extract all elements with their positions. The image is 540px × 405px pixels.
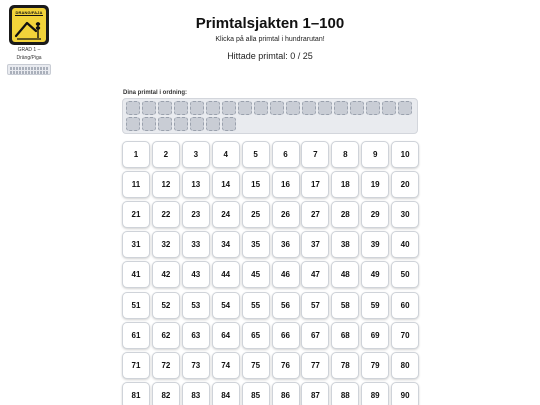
number-cell[interactable]: 78 xyxy=(331,352,359,379)
number-cell[interactable]: 53 xyxy=(182,292,210,319)
found-primes-label: Dina primtal i ordning: xyxy=(123,90,187,96)
number-cell[interactable]: 3 xyxy=(182,141,210,168)
number-cell[interactable]: 60 xyxy=(391,292,419,319)
number-cell[interactable]: 26 xyxy=(272,201,300,228)
prime-slot xyxy=(366,101,380,115)
number-cell[interactable]: 50 xyxy=(391,261,419,288)
number-cell[interactable]: 19 xyxy=(361,171,389,198)
number-cell[interactable]: 63 xyxy=(182,322,210,349)
prime-slot xyxy=(398,101,412,115)
number-cell[interactable]: 4 xyxy=(212,141,240,168)
grade-line-2: Dräng/Piga xyxy=(16,55,42,61)
number-cell[interactable]: 85 xyxy=(242,382,270,405)
number-cell[interactable]: 29 xyxy=(361,201,389,228)
number-cell[interactable]: 66 xyxy=(272,322,300,349)
number-cell[interactable]: 43 xyxy=(182,261,210,288)
prime-slot xyxy=(126,117,140,131)
prime-slot xyxy=(158,117,172,131)
number-cell[interactable]: 20 xyxy=(391,171,419,198)
number-cell[interactable]: 59 xyxy=(361,292,389,319)
prime-slot xyxy=(206,101,220,115)
prime-slot xyxy=(350,101,364,115)
number-cell[interactable]: 32 xyxy=(152,231,180,258)
number-cell[interactable]: 68 xyxy=(331,322,359,349)
number-cell[interactable]: 76 xyxy=(272,352,300,379)
prime-slot xyxy=(302,101,316,115)
number-cell[interactable]: 69 xyxy=(361,322,389,349)
found-counter xyxy=(0,51,540,61)
number-cell[interactable]: 35 xyxy=(242,231,270,258)
counter-separator: / xyxy=(297,51,301,61)
number-cell[interactable]: 37 xyxy=(301,231,329,258)
number-cell[interactable]: 7 xyxy=(301,141,329,168)
number-cell[interactable]: 21 xyxy=(122,201,150,228)
number-cell[interactable]: 51 xyxy=(122,292,150,319)
number-cell[interactable]: 83 xyxy=(182,382,210,405)
number-cell[interactable]: 38 xyxy=(331,231,359,258)
number-cell[interactable]: 64 xyxy=(212,322,240,349)
number-cell[interactable]: 25 xyxy=(242,201,270,228)
number-cell[interactable]: 11 xyxy=(122,171,150,198)
number-cell[interactable]: 30 xyxy=(391,201,419,228)
number-cell[interactable]: 90 xyxy=(391,382,419,405)
number-cell[interactable]: 2 xyxy=(152,141,180,168)
number-cell[interactable]: 82 xyxy=(152,382,180,405)
prime-slot xyxy=(190,117,204,131)
number-cell[interactable]: 8 xyxy=(331,141,359,168)
number-cell[interactable]: 5 xyxy=(242,141,270,168)
number-cell[interactable]: 75 xyxy=(242,352,270,379)
number-cell[interactable]: 80 xyxy=(391,352,419,379)
number-cell[interactable]: 70 xyxy=(391,322,419,349)
number-cell[interactable]: 27 xyxy=(301,201,329,228)
number-cell[interactable]: 28 xyxy=(331,201,359,228)
number-cell[interactable]: 24 xyxy=(212,201,240,228)
number-cell[interactable]: 84 xyxy=(212,382,240,405)
prime-slot xyxy=(174,117,188,131)
number-cell[interactable]: 58 xyxy=(331,292,359,319)
found-primes-tray xyxy=(122,98,418,134)
counter-total: 25 xyxy=(302,51,313,61)
prime-slot xyxy=(190,101,204,115)
number-cell[interactable]: 89 xyxy=(361,382,389,405)
prime-slot xyxy=(222,117,236,131)
instructions: Klicka på alla primtal i hundrarutan! xyxy=(215,36,325,43)
number-cell[interactable]: 67 xyxy=(301,322,329,349)
number-cell[interactable]: 31 xyxy=(122,231,150,258)
number-cell[interactable]: 16 xyxy=(272,171,300,198)
number-cell[interactable]: 42 xyxy=(152,261,180,288)
number-cell[interactable]: 33 xyxy=(182,231,210,258)
prime-slot xyxy=(142,117,156,131)
page-title: Primtalsjakten 1–100 xyxy=(195,15,345,32)
number-cell[interactable]: 81 xyxy=(122,382,150,405)
number-cell[interactable]: 39 xyxy=(361,231,389,258)
prime-slot xyxy=(334,101,348,115)
prime-slot xyxy=(238,101,252,115)
badge-title: DRANG/FAJA xyxy=(15,10,43,15)
progress-strip xyxy=(7,64,51,75)
number-cell[interactable]: 1 xyxy=(122,141,150,168)
number-cell[interactable]: 34 xyxy=(212,231,240,258)
number-cell[interactable]: 46 xyxy=(272,261,300,288)
number-cell[interactable]: 62 xyxy=(152,322,180,349)
number-cell[interactable]: 23 xyxy=(182,201,210,228)
prime-slot xyxy=(126,101,140,115)
number-cell[interactable]: 15 xyxy=(242,171,270,198)
number-cell[interactable]: 47 xyxy=(301,261,329,288)
number-cell[interactable]: 71 xyxy=(122,352,150,379)
number-cell[interactable]: 86 xyxy=(272,382,300,405)
prime-slot xyxy=(382,101,396,115)
counter-label: Hittade primtal: xyxy=(227,51,288,61)
number-cell[interactable]: 17 xyxy=(301,171,329,198)
prime-slot xyxy=(286,101,300,115)
number-cell[interactable]: 22 xyxy=(152,201,180,228)
number-cell[interactable]: 79 xyxy=(361,352,389,379)
number-cell[interactable]: 6 xyxy=(272,141,300,168)
number-cell[interactable]: 36 xyxy=(272,231,300,258)
number-cell[interactable]: 40 xyxy=(391,231,419,258)
number-cell[interactable]: 87 xyxy=(301,382,329,405)
prime-slot xyxy=(254,101,268,115)
number-cell[interactable]: 12 xyxy=(152,171,180,198)
number-cell[interactable]: 77 xyxy=(301,352,329,379)
prime-slot xyxy=(318,101,332,115)
prime-slot xyxy=(142,101,156,115)
prime-slot xyxy=(222,101,236,115)
number-cell[interactable]: 44 xyxy=(212,261,240,288)
number-cell[interactable]: 52 xyxy=(152,292,180,319)
number-cell[interactable]: 74 xyxy=(212,352,240,379)
number-cell[interactable]: 65 xyxy=(242,322,270,349)
number-cell[interactable]: 48 xyxy=(331,261,359,288)
number-cell[interactable]: 41 xyxy=(122,261,150,288)
number-cell[interactable]: 14 xyxy=(212,171,240,198)
prime-slot xyxy=(270,101,284,115)
number-cell[interactable]: 56 xyxy=(272,292,300,319)
grade-line-1: GRAD 1 – xyxy=(17,47,41,53)
number-cell[interactable]: 57 xyxy=(301,292,329,319)
number-cell[interactable]: 88 xyxy=(331,382,359,405)
prime-slot xyxy=(174,101,188,115)
prime-slot xyxy=(158,101,172,115)
number-cell[interactable]: 13 xyxy=(182,171,210,198)
number-cell[interactable]: 73 xyxy=(182,352,210,379)
number-cell[interactable]: 55 xyxy=(242,292,270,319)
number-cell[interactable]: 18 xyxy=(331,171,359,198)
number-cell[interactable]: 45 xyxy=(242,261,270,288)
number-cell[interactable]: 49 xyxy=(361,261,389,288)
number-cell[interactable]: 61 xyxy=(122,322,150,349)
number-cell[interactable]: 10 xyxy=(391,141,419,168)
prime-slot xyxy=(206,117,220,131)
counter-found: 0 xyxy=(290,51,296,61)
number-cell[interactable]: 9 xyxy=(361,141,389,168)
number-cell[interactable]: 72 xyxy=(152,352,180,379)
number-cell[interactable]: 54 xyxy=(212,292,240,319)
